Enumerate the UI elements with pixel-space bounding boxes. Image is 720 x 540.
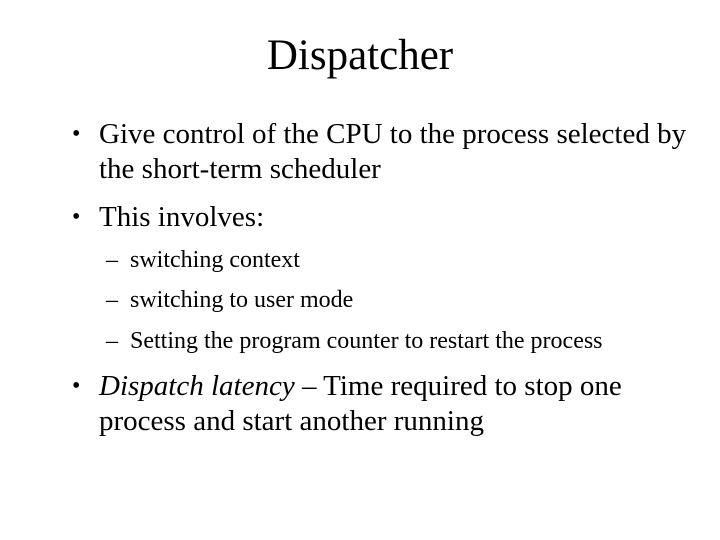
sub-bullet-marker: – [106,247,118,273]
sub-bullet-marker: – [106,328,118,354]
bullet-marker: • [72,373,81,399]
bullet-item [72,117,692,187]
sub-bullet-marker: – [106,287,118,313]
bullet-term: Dispatch latency [99,370,295,402]
bullet-definition: – Time required to stop one process and start another running [99,370,622,437]
bullet-item [72,369,692,439]
sub-bullet-text: switching context [130,247,300,273]
bullet-item [72,200,692,235]
bullet-text-container [99,369,689,439]
slide-title: Dispatcher [266,32,454,79]
bullet-marker: • [72,121,81,147]
sub-bullet-text: Setting the program counter to restart the process [130,328,603,354]
bullet-text: This involves: [99,201,265,233]
sub-bullet-text: switching to user mode [130,287,354,313]
bullet-marker: • [72,204,81,230]
bullet-text: Give control of the CPU to the process selected by the short-term scheduler [99,118,687,185]
